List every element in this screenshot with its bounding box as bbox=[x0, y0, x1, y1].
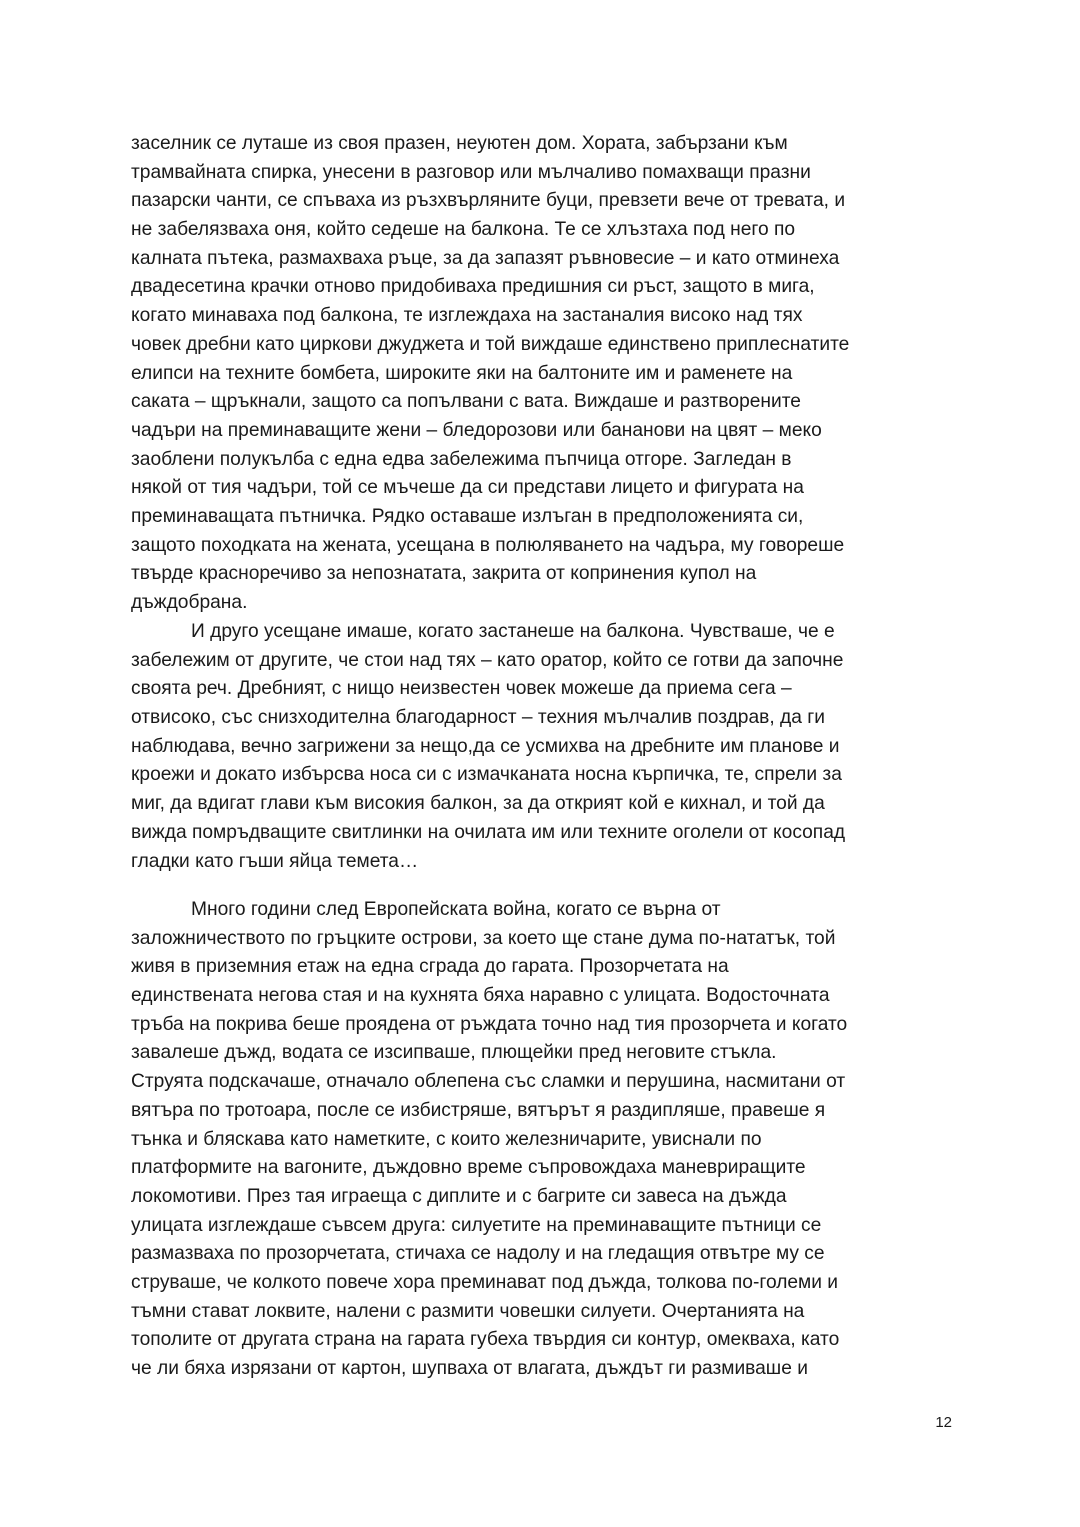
text-line: размазваха по прозорчетата, стичаха се надолу и на гледащия отвътре му се bbox=[131, 1243, 825, 1265]
text-line: чадъри на преминаващите жени – бледорозови или бананови на цвят – меко bbox=[131, 419, 822, 441]
text-line: преминаващата пътничка. Рядко оставаше излъган в предположенията си, bbox=[131, 505, 804, 527]
text-line: тополите от другата страна на гарата губеха твърдия си контур, омекваха, като bbox=[131, 1329, 840, 1351]
text-line: не забелязваха оня, който седеше на балкона. Те се хлъзтаха под него по bbox=[131, 219, 796, 241]
paragraph bbox=[131, 130, 953, 618]
text-line: заселник се луташе из своя празен, неуютен дом. Хората, забързани към bbox=[131, 133, 788, 154]
text-line: калната пътека, размахваха ръце, за да запазят ръвновесие – и като отминеха bbox=[131, 247, 840, 269]
text-line: твърде красноречиво за непознатата, закрита от копринения купол на bbox=[131, 563, 757, 585]
text-line: Струята подскачаше, отначало облепена със сламки и перушина, насмитани от bbox=[131, 1071, 846, 1093]
text-line: че ли бяха изрязани от картон, шупваха от влагата, дъждът ги размиваше и bbox=[131, 1358, 808, 1379]
text-line: гладки като гъши яйца темета… bbox=[131, 850, 419, 872]
text-line: наблюдава, вечно загрижени за нещо,да се усмихва на дребните им планове и bbox=[131, 735, 840, 757]
text-line: заложничеството по гръцките острови, за което ще стане дума по-нататък, той bbox=[131, 927, 836, 949]
text-line: тъмни стават локвите, налени с размити човешки силуети. Очертанията на bbox=[131, 1300, 805, 1322]
text-line: струваше, че колкото повече хора преминават под дъжда, толкова по-големи и bbox=[131, 1271, 839, 1293]
text-line: трамвайната спирка, унесени в разговор или мълчаливо помахващи празни bbox=[131, 161, 811, 183]
text-line: когато минаваха под балкона, те изглеждаха на застаналия високо над тях bbox=[131, 305, 803, 327]
text-line: кроежи и докато избърсва носа си с измачканата носна кърпичка, те, спрели за bbox=[131, 764, 842, 786]
text-line: миг, да вдигат глави към високия балкон, за да открият кой е кихнал, и той да bbox=[131, 793, 825, 815]
text-line: вятъра по тротоара, после се избистряше, вятърът я раздипляше, правеше я bbox=[131, 1099, 826, 1121]
text-line: своята реч. Дребният, с нищо неизвестен човек можеше да приема сега – bbox=[131, 678, 792, 700]
paragraph bbox=[131, 896, 953, 1384]
text-line: двадесетина крачки отново придобиваха предишния си ръст, защото в мига, bbox=[131, 276, 815, 298]
text-line: живя в приземния етаж на една сграда до гарата. Прозорчетата на bbox=[131, 956, 729, 978]
paragraph bbox=[131, 618, 953, 876]
text-line: отвисоко, със снизходителна благодарност – техния мълчалив поздрав, да ги bbox=[131, 707, 825, 729]
text-line: Много години след Европейската война, когато се върна от bbox=[191, 899, 721, 920]
text-line: локомотиви. През тая играеща с диплите и с багрите си завеса на дъжда bbox=[131, 1185, 787, 1207]
text-line: тръба на покрива беше проядена от ръждата точно над тия прозорчета и когато bbox=[131, 1013, 848, 1035]
text-line: човек дребни като циркови джуджета и той виждаше единствено приплеснатите bbox=[131, 333, 850, 355]
text-line: забележим от другите, че стои над тях – като оратор, който се готви да започне bbox=[131, 649, 844, 671]
text-line: тънка и бляскава като наметките, с които железничарите, увиснали по bbox=[131, 1128, 762, 1150]
text-line: единствената негова стая и на кухнята бяха наравно с улицата. Водосточната bbox=[131, 985, 830, 1007]
text-line: заоблени полукълба с една едва забележима пъпчица отгоре. Загледан в bbox=[131, 448, 792, 470]
text-line: пазарски чанти, се спъваха из ръзхвърляните буци, превзети вече от тревата, и bbox=[131, 190, 846, 212]
text-line: улицата изглеждаше съвсем друга: силуетите на преминаващите пътници се bbox=[131, 1214, 822, 1236]
text-line: И друго усещане имаше, когато застанеше на балкона. Чувстваше, че е bbox=[191, 621, 835, 642]
text-line: елипси на техните бомбета, широките яки на балтоните им и раменете на bbox=[131, 362, 793, 384]
page-number: 12 bbox=[935, 1414, 952, 1431]
text-line: платформите на вагоните, дъждовно време съпровождаха маневриращите bbox=[131, 1157, 806, 1179]
text-line: саката – щръкнали, защото са попълвани с вата. Виждаше и разтворените bbox=[131, 391, 801, 413]
text-line: вижда помръдващите свитлинки на очилата им или техните оголели от косопад bbox=[131, 821, 846, 843]
text-line: някой от тия чадъри, той се мъчеше да си представи лицето и фигурата на bbox=[131, 477, 804, 499]
text-line: защото походката на жената, усещана в полюляването на чадъра, му говореше bbox=[131, 534, 845, 556]
text-line: завалеше дъжд, водата се изсипваше, плющейки пред неговите стъкла. bbox=[131, 1042, 777, 1064]
text-line: дъждобрана. bbox=[131, 592, 248, 613]
